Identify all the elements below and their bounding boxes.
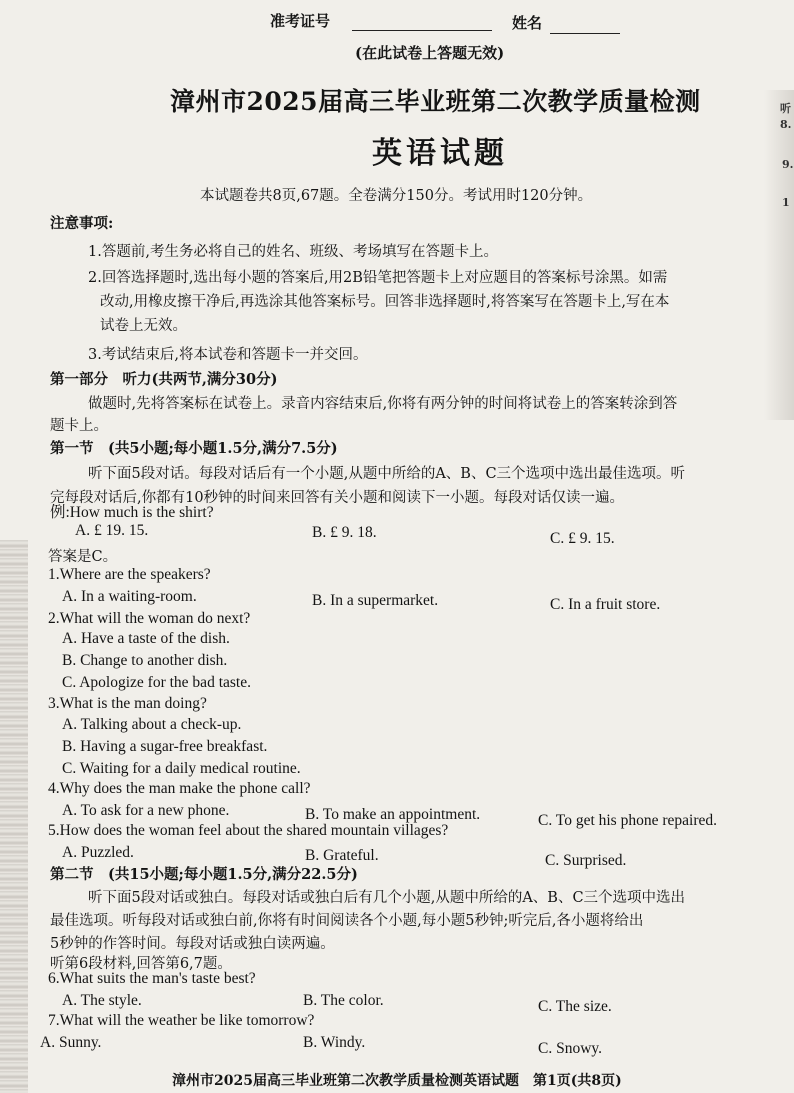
q5-option-a: A. Puzzled. xyxy=(62,844,134,861)
q1-option-c: C. In a fruit store. xyxy=(550,596,661,613)
edge-mark: 听 xyxy=(780,102,791,115)
q4-option-c: C. To get his phone repaired. xyxy=(538,812,717,829)
question-5: 5.How does the woman feel about the shared mountain villages? xyxy=(48,822,449,839)
page-footer: 漳州市2025届高三毕业班第二次教学质量检测英语试题 第1页(共8页) xyxy=(172,1073,622,1089)
q3-option-b: B. Having a sugar-free breakfast. xyxy=(62,738,268,755)
q7-option-a: A. Sunny. xyxy=(40,1034,102,1051)
q7-option-c: C. Snowy. xyxy=(538,1040,603,1057)
q2-option-a: A. Have a taste of the dish. xyxy=(62,630,230,647)
section1-intro-line: 完每段对话后,你都有10秒钟的时间来回答有关小题和阅读下一小题。每段对话仅读一遍。 xyxy=(50,490,625,506)
question-6: 6.What suits the man's taste best? xyxy=(48,970,256,987)
question-3: 3.What is the man doing? xyxy=(48,695,207,712)
instruction-line: 2.回答选择题时,选出每小题的答案后,用2B铅笔把答题卡上对应题目的答案标号涂黑。如需 xyxy=(88,270,668,286)
part1-intro-line: 题卡上。 xyxy=(50,418,108,434)
question-2: 2.What will the woman do next? xyxy=(48,610,251,627)
admission-number-label: 准考证号 xyxy=(270,12,331,30)
no-answer-notice: (在此试卷上答题无效) xyxy=(355,44,505,62)
material-note: 听第6段材料,回答第6,7题。 xyxy=(50,956,232,972)
q5-option-b: B. Grateful. xyxy=(305,847,379,864)
q2-option-b: B. Change to another dish. xyxy=(62,652,228,669)
name-label: 姓名 xyxy=(512,14,543,32)
instructions-heading: 注意事项: xyxy=(50,215,114,232)
exam-info: 本试题卷共8页,67题。全卷满分150分。考试用时120分钟。 xyxy=(200,188,593,204)
example-answer: 答案是C。 xyxy=(48,549,118,565)
edge-mark: 9. xyxy=(782,158,794,171)
example-option-a: A. £ 19. 15. xyxy=(75,522,149,539)
q6-option-b: B. The color. xyxy=(303,992,384,1009)
q1-option-b: B. In a supermarket. xyxy=(312,592,439,609)
question-7: 7.What will the weather be like tomorrow? xyxy=(48,1012,315,1029)
admission-number-line xyxy=(352,30,492,31)
q5-option-c: C. Surprised. xyxy=(545,852,627,869)
example-option-b: B. £ 9. 18. xyxy=(312,524,377,541)
exam-title: 漳州市2025届高三毕业班第二次教学质量检测 xyxy=(170,87,701,116)
q3-option-c: C. Waiting for a daily medical routine. xyxy=(62,760,301,777)
q1-option-a: A. In a waiting-room. xyxy=(62,588,197,605)
part1-heading: 第一部分 听力(共两节,满分30分) xyxy=(50,371,278,388)
section1-heading: 第一节 (共5小题;每小题1.5分,满分7.5分) xyxy=(50,440,338,457)
edge-mark: 1 xyxy=(782,196,790,209)
scan-noise-strip xyxy=(0,540,28,1093)
q7-option-b: B. Windy. xyxy=(303,1034,366,1051)
section2-intro-line: 5秒钟的作答时间。每段对话或独白读两遍。 xyxy=(50,936,335,952)
q3-option-a: A. Talking about a check-up. xyxy=(62,716,242,733)
example-option-c: C. £ 9. 15. xyxy=(550,530,615,547)
name-line xyxy=(550,33,620,34)
edge-mark: 8. xyxy=(780,118,792,131)
question-1: 1.Where are the speakers? xyxy=(48,566,211,583)
instruction-line: 1.答题前,考生务必将自己的姓名、班级、考场填写在答题卡上。 xyxy=(88,244,498,260)
q4-option-a: A. To ask for a new phone. xyxy=(62,802,230,819)
instruction-line: 3.考试结束后,将本试卷和答题卡一并交回。 xyxy=(88,347,368,363)
q6-option-c: C. The size. xyxy=(538,998,612,1015)
q4-option-b: B. To make an appointment. xyxy=(305,806,481,823)
section1-intro-line: 听下面5段对话。每段对话后有一个小题,从题中所给的A、B、C三个选项中选出最佳选项。听 xyxy=(88,466,686,482)
subject-title: 英语试题 xyxy=(372,136,508,171)
section2-intro-line: 最佳选项。听每段对话或独白前,你将有时间阅读各个小题,每小题5秒钟;听完后,各小题将给出 xyxy=(50,913,644,929)
instruction-line: 试卷上无效。 xyxy=(100,318,187,334)
q6-option-a: A. The style. xyxy=(62,992,142,1009)
part1-intro-line: 做题时,先将答案标在试卷上。录音内容结束后,你将有两分钟的时间将试卷上的答案转涂到答 xyxy=(88,396,678,412)
section2-heading: 第二节 (共15小题;每小题1.5分,满分22.5分) xyxy=(50,866,358,883)
section2-intro-line: 听下面5段对话或独白。每段对话或独白后有几个小题,从题中所给的A、B、C三个选项中选出 xyxy=(88,890,686,906)
example-question: 例:How much is the shirt? xyxy=(50,504,214,521)
instruction-line: 改动,用橡皮擦干净后,再选涂其他答案标号。回答非选择题时,将答案写在答题卡上,写在本 xyxy=(100,294,670,310)
question-4: 4.Why does the man make the phone call? xyxy=(48,780,311,797)
page-edge-shadow xyxy=(764,90,794,420)
q2-option-c: C. Apologize for the bad taste. xyxy=(62,674,251,691)
